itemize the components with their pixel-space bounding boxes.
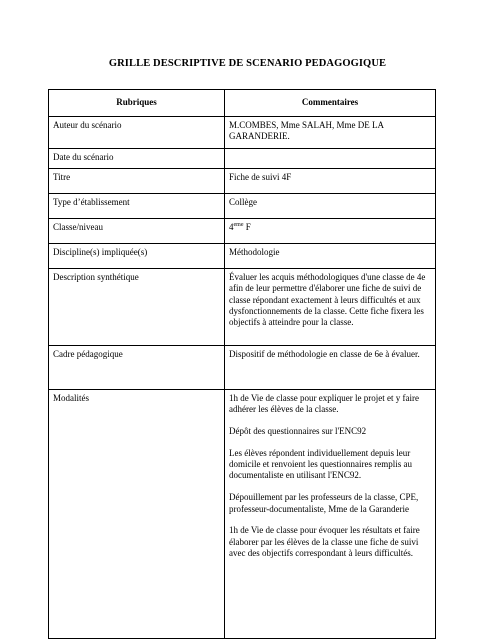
row-value-cadre bbox=[225, 346, 436, 390]
modalites-paragraph: Les élèves répondent individuellement depuis leur domicile et renvoient les questionnaires remplis au documentaliste en utilisant l'ENC92. bbox=[229, 447, 412, 481]
classe-sup: eme bbox=[233, 222, 244, 228]
table-row bbox=[49, 390, 436, 639]
row-label-auteur: Auteur du scénario bbox=[49, 117, 225, 149]
table-row bbox=[49, 169, 436, 194]
row-value-text: Collège bbox=[229, 197, 257, 207]
modalites-paragraph: Dépouillement par les professeurs de la classe, CPE, professeur-documentaliste, Mme de la Garanderie bbox=[229, 492, 419, 514]
row-value-titre bbox=[225, 169, 436, 194]
row-label-modalites: Modalités bbox=[49, 390, 225, 639]
header-rubriques: Rubriques bbox=[49, 90, 225, 117]
header-commentaires: Commentaires bbox=[225, 90, 436, 117]
table-row bbox=[49, 346, 436, 390]
row-label-date: Date du scénario bbox=[49, 149, 225, 169]
table-row bbox=[49, 219, 436, 244]
classe-tail: F bbox=[243, 222, 251, 232]
row-value-type bbox=[225, 194, 436, 219]
row-value-text: Méthodologie bbox=[229, 247, 280, 257]
row-label-classe: Classe/niveau bbox=[49, 219, 225, 244]
row-value-text: M.COMBES, Mme SALAH, Mme DE LA GARANDERIE. bbox=[229, 120, 384, 142]
row-label-cadre: Cadre pédagogique bbox=[49, 346, 225, 390]
row-label-titre: Titre bbox=[49, 169, 225, 194]
table-row bbox=[49, 117, 436, 149]
row-value-text: Évaluer les acquis méthodologiques d'une classe de 4e afin de leur permettre d'élaborer une fiche de suivi de classe répondant exactement à leurs difficultés et aux dysfonctionnements de la classe. Cette fiche fixera les objectifs à atteindre pour la classe. bbox=[229, 272, 426, 328]
row-label-type: Type d’établissement bbox=[49, 194, 225, 219]
table-row bbox=[49, 244, 436, 269]
modalites-paragraph: 1h de Vie de classe pour évoquer les résultats et faire élaborer par les élèves de la classe une fiche de suivi avec des objectifs correspondant à leurs difficultés. bbox=[229, 525, 420, 558]
row-value-text: Dispositif de méthodologie en classe de 6e à évaluer. bbox=[229, 349, 420, 359]
row-label-description: Description synthétique bbox=[49, 269, 225, 346]
document-title: GRILLE DESCRIPTIVE DE SCENARIO PEDAGOGIQUE bbox=[108, 58, 387, 69]
row-value-description bbox=[225, 269, 436, 346]
row-value-discipline bbox=[225, 244, 436, 269]
row-value-classe bbox=[225, 219, 436, 244]
row-value-modalites bbox=[225, 390, 436, 639]
modalites-paragraph: Dépôt des questionnaires sur l'ENC92 bbox=[229, 426, 367, 437]
modalites-paragraph: 1h de Vie de classe pour expliquer le projet et y faire adhérer les élèves de la classe. bbox=[229, 393, 419, 415]
row-value-date bbox=[225, 149, 436, 169]
table-row bbox=[49, 194, 436, 219]
row-value-auteur bbox=[225, 117, 436, 149]
classe-number: 4 bbox=[229, 222, 234, 232]
table-header-row bbox=[49, 90, 436, 117]
table-row bbox=[49, 269, 436, 346]
row-value-text: Fiche de suivi 4F bbox=[229, 172, 292, 182]
scenario-table bbox=[48, 89, 436, 639]
table-row bbox=[49, 149, 436, 169]
row-label-discipline: Discipline(s) impliquée(s) bbox=[49, 244, 225, 269]
